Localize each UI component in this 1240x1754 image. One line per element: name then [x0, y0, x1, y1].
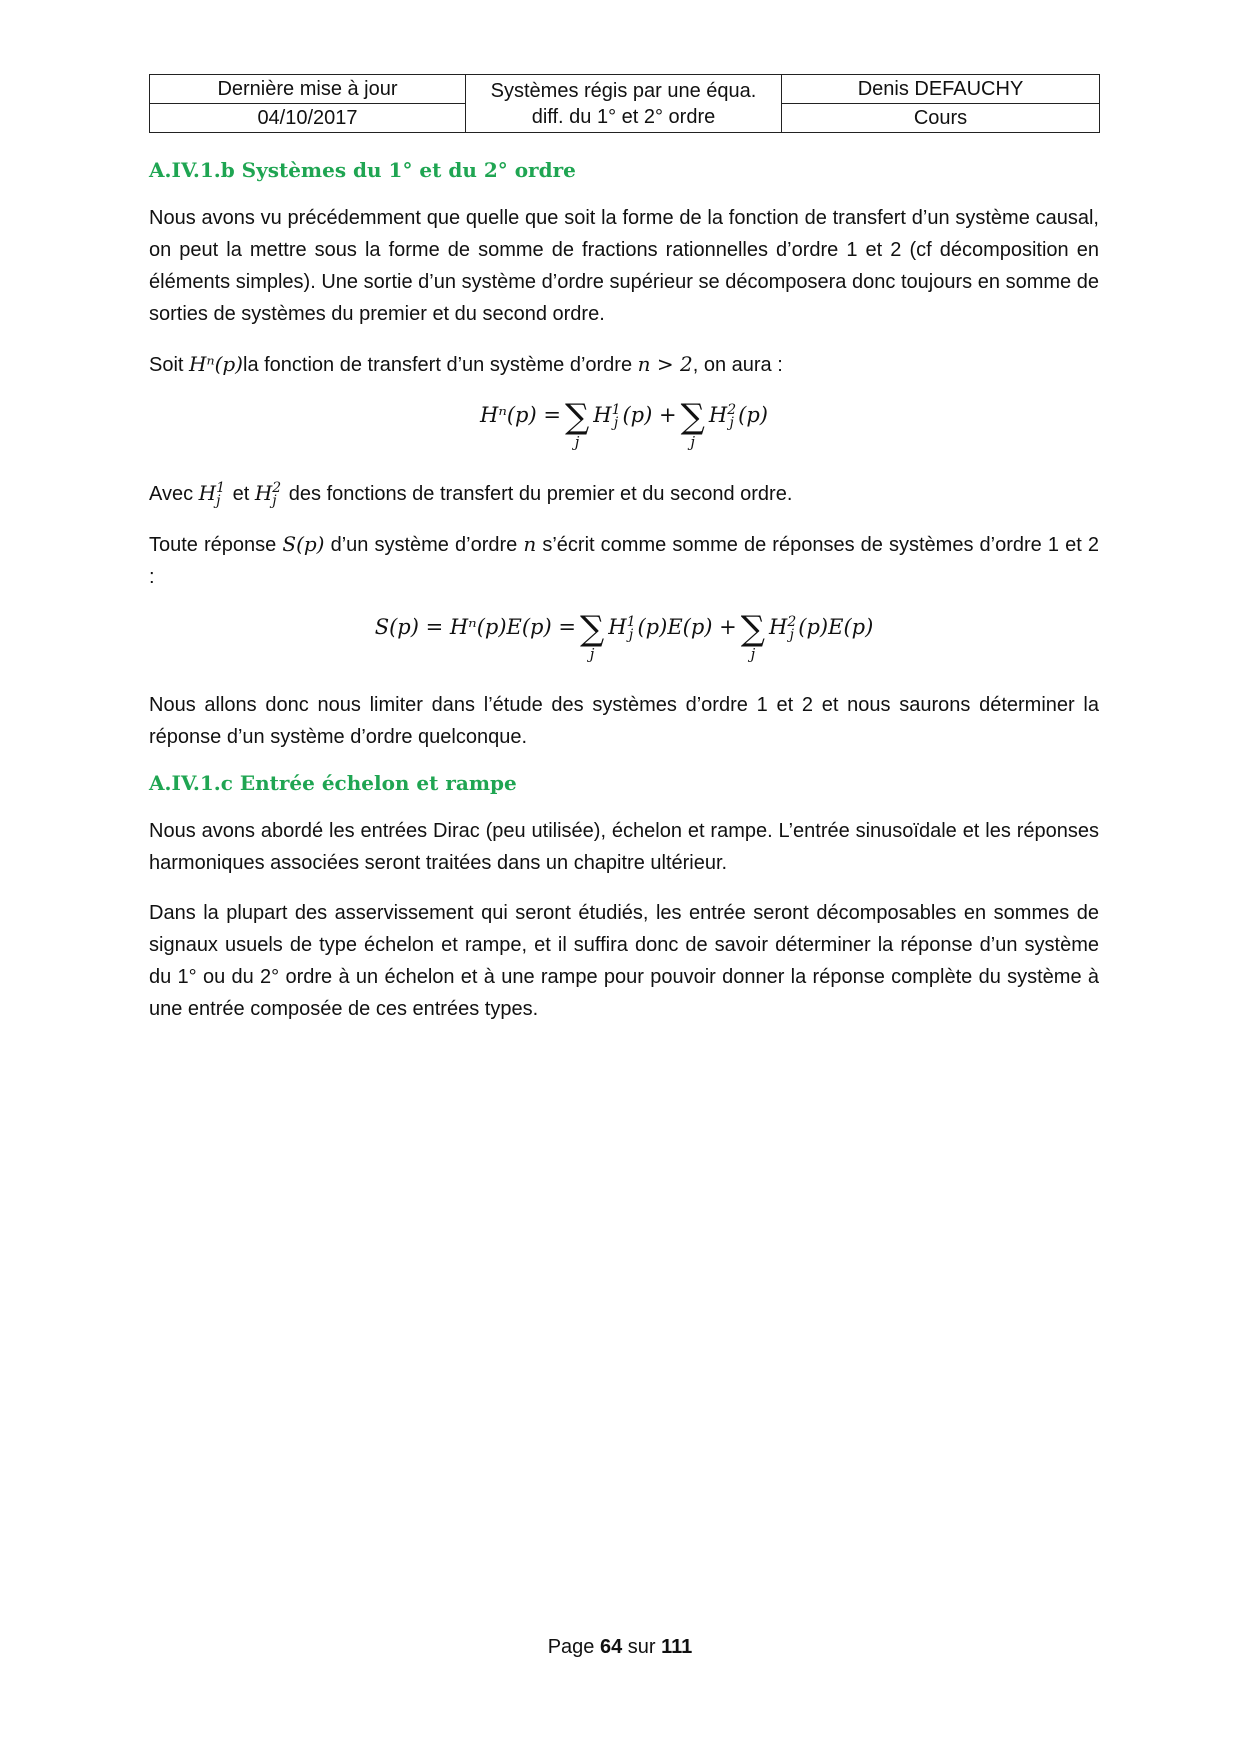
- document-title: [466, 75, 782, 133]
- sum-symbol: ∑ j: [740, 609, 766, 663]
- paragraph-definitions: Avec H 1 j et H 2 j des fonctions de transfert du premier et du second ordre.: [149, 479, 793, 509]
- document-title-line1: Systèmes régis par une équa.: [490, 79, 757, 102]
- equation-decomposition: Hⁿ(p) = ∑ j H 1 j (p) + ∑ j H 2 j (p): [480, 397, 768, 451]
- page-footer: [0, 1636, 1240, 1659]
- sum-symbol: ∑ j: [564, 397, 590, 451]
- header-table: [149, 74, 1100, 133]
- equation-response: S(p) = Hⁿ(p)E(p) = ∑ j H 1 j (p)E(p) + ∑ j H 2 j (p)E(p): [374, 609, 874, 663]
- last-update-label: Dernière mise à jour: [150, 75, 466, 104]
- author: Denis DEFAUCHY: [782, 75, 1100, 104]
- document-type: Cours: [782, 104, 1100, 133]
- page-label: Page: [547, 1636, 595, 1658]
- paragraph: Nous avons abordé les entrées Dirac (peu utilisée), échelon et rampe. L’entrée sinusoïdale et les réponses harmoniques associées seront traitées dans un chapitre ultérieur.: [149, 820, 1099, 874]
- paragraph: Dans la plupart des asservissement qui seront étudiés, les entrée seront décomposables en sommes de signaux usuels de type échelon et rampe, et il suffira donc de savoir déterminer la réponse d’un système du 1° ou du 2° ordre à un échelon et à une rampe pour pouvoir donner la réponse complète du système à une entrée composée de ces entrées types.: [149, 902, 1099, 1020]
- math-hn: Hⁿ(p): [189, 352, 243, 376]
- page-number: 64: [599, 1636, 623, 1658]
- of-label: sur: [627, 1636, 656, 1658]
- sum-symbol: ∑ j: [579, 609, 605, 663]
- page-content: [149, 158, 1099, 1043]
- section-heading-b: A.IV.1.b Systèmes du 1° et du 2° ordre: [149, 158, 576, 182]
- document-title-line2: diff. du 1° et 2° ordre: [531, 105, 716, 128]
- paragraph: Nous avons vu précédemment que quelle que soit la forme de la fonction de transfert d’un système causal, on peut la mettre sous la forme de somme de fractions rationnelles d’ordre 1 et 2 (cf décomposition en éléments simples). Une sortie d’un système d’ordre supérieur se décomposera donc toujours en somme de sorties de systèmes du premier et du second ordre.: [149, 207, 1099, 325]
- math-order: n > 2: [637, 352, 693, 376]
- update-date: 04/10/2017: [150, 104, 466, 133]
- paragraph-response: Toute réponse S(p) d’un système d’ordre n s’écrit comme somme de réponses de systèmes d’ordre 1 et 2 :: [149, 532, 1099, 588]
- paragraph-transfer-function: Soit Hⁿ(p)la fonction de transfert d’un système d’ordre n > 2, on aura :: [149, 352, 783, 376]
- section-heading-c: A.IV.1.c Entrée échelon et rampe: [149, 771, 517, 795]
- paragraph: Nous allons donc nous limiter dans l’étude des systèmes d’ordre 1 et 2 et nous saurons déterminer la réponse d’un système d’ordre quelconque.: [149, 694, 1099, 748]
- total-pages: 111: [661, 1636, 693, 1658]
- sum-symbol: ∑ j: [680, 397, 705, 451]
